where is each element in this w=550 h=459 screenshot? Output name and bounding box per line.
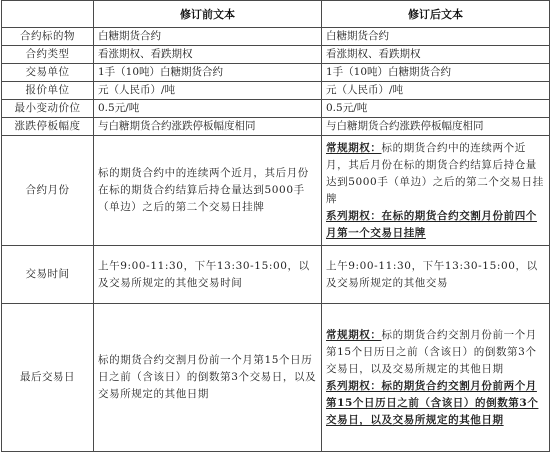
before-cell: 白糖期货合约 [94, 28, 322, 46]
regular-option-label: 常规期权： [326, 141, 382, 154]
regular-option-text: 标的期货合约中的连续两个近月，其后月份在标的期货合约结算后持仓量达到5000手（单边）之后的第二个交易日挂牌 [326, 141, 544, 205]
before-cell: 标的期货合约交割月份前一个月第15个日历日之前（含该日）的倒数第3个交易日，以及交易所规定的其他日期 [94, 304, 322, 452]
serial-option-text: 系列期权：在标的期货合约交割月份前四个月第一个交易日挂牌 [326, 209, 537, 239]
after-cell: 1手（10吨）白糖期货合约 [322, 64, 550, 82]
before-cell: 1手（10吨）白糖期货合约 [94, 64, 322, 82]
header-before: 修订前文本 [94, 1, 322, 28]
after-cell: 与白糖期货合约涨跌停板幅度相同 [322, 118, 550, 136]
after-cell: 元（人民币）/吨 [322, 82, 550, 100]
table-row [2, 118, 550, 136]
row-label: 合约标的物 [2, 28, 94, 46]
row-label: 最后交易日 [2, 304, 94, 452]
row-label: 涨跌停板幅度 [2, 118, 94, 136]
row-label: 报价单位 [2, 82, 94, 100]
after-cell: 0.5元/吨 [322, 100, 550, 118]
header-row [2, 1, 550, 28]
before-cell: 看涨期权、看跌期权 [94, 46, 322, 64]
row-label: 交易单位 [2, 64, 94, 82]
before-cell: 0.5元/吨 [94, 100, 322, 118]
header-after: 修订后文本 [322, 1, 550, 28]
revision-comparison-table [1, 0, 550, 452]
after-cell: 上午9:00-11:30，下午13:30-15:00，以及交易所规定的其他交易 [322, 246, 550, 304]
before-cell: 上午9:00-11:30，下午13:30-15:00，以及交易所规定的其他交易时间 [94, 246, 322, 304]
before-cell: 标的期货合约中的连续两个近月，其后月份在标的期货合约结算后持仓量达到5000手（单边）之后的第二个交易日挂牌 [94, 136, 322, 246]
row-label: 合约类型 [2, 46, 94, 64]
row-label: 合约月份 [2, 136, 94, 246]
after-cell: 白糖期货合约 [322, 28, 550, 46]
before-cell: 元（人民币）/吨 [94, 82, 322, 100]
after-cell [322, 136, 550, 246]
row-label: 最小变动价位 [2, 100, 94, 118]
before-cell: 与白糖期货合约涨跌停板幅度相同 [94, 118, 322, 136]
row-label: 交易时间 [2, 246, 94, 304]
regular-option-label: 常规期权： [326, 328, 382, 341]
table-row [2, 136, 550, 246]
table-row [2, 304, 550, 452]
after-cell [322, 304, 550, 452]
table-row [2, 64, 550, 82]
table-row [2, 100, 550, 118]
table-row [2, 246, 550, 304]
after-cell: 看涨期权、看跌期权 [322, 46, 550, 64]
serial-option-text: 系列期权：标的期货合约交割月份前两个月第15个日历日之前（含该日）的倒数第3个交易日，以及交易所规定的其他日期 [326, 379, 539, 426]
table-row [2, 82, 550, 100]
regular-option-text: 标的期货合约交割月份前一个月第15个日历日之前（含该日）的倒数第3个交易日，以及交易所规定的其他日期 [326, 328, 537, 375]
table-row [2, 28, 550, 46]
header-field [2, 1, 94, 28]
table-row [2, 46, 550, 64]
